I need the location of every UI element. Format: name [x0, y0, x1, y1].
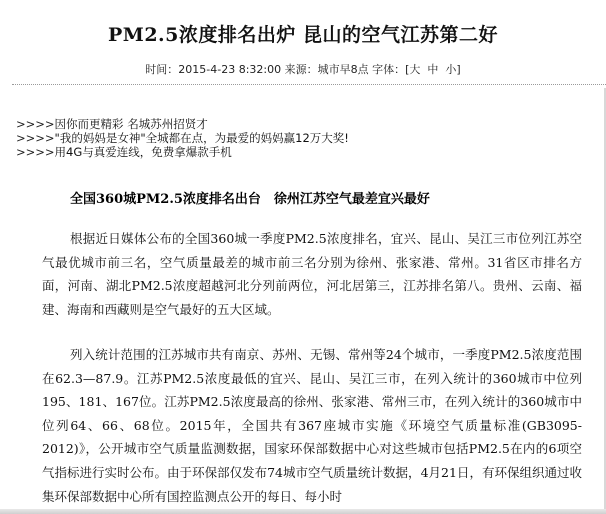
- font-size-label: 字体：: [372, 63, 406, 76]
- font-size-open-bracket: [: [405, 63, 410, 76]
- promo-prefix: >>>>: [16, 145, 55, 159]
- article-headline: 全国360城PM2.5浓度排名出台 徐州江苏空气最差宜兴最好: [70, 192, 430, 207]
- promo-link-recruitment[interactable]: 因你而更精彩 名城苏州招贤才: [54, 117, 208, 131]
- promo-links: [16, 117, 606, 159]
- font-size-close-bracket: ]: [456, 63, 461, 76]
- article-paragraph: 列入统计范围的江苏城市共有南京、苏州、无锡、常州等24个城市，一季度PM2.5浓度范围在62.3—87.9。江苏PM2.5浓度最低的宜兴、昆山、吴江三市，在列入统计的360城市中位列195、181、167位。江苏PM2.5浓度最高的徐州、张家港、常州三市，在列入统计的360城市中位列64、66、68位。2015年，全国共有367座城市实施《环境空气质量标准(GB3095-2012)》，公开城市空气质量监测数据，国家环保部数据中心对这些城市包括PM2.5在内的6项空气指标进行实时公布。由于环保部仅发布74城市空气质量统计数据，4月21日，有环保组织通过收集环保部数据中心所有国控监测点公开的每日、每小时: [42, 347, 582, 504]
- promo-item: [16, 117, 606, 131]
- font-medium-link[interactable]: 中: [427, 63, 439, 76]
- source-name: 城市早8点: [317, 63, 369, 76]
- promo-link-4g-phone[interactable]: 用4G与真爱连线，免费拿爆款手机: [54, 145, 232, 159]
- bottom-scroll-edge: [0, 509, 606, 514]
- time-label: 时间：: [145, 63, 179, 76]
- promo-link-mother-contest[interactable]: "我的妈妈是女神"全城都在点，为最爱的妈妈赢12万大奖!: [54, 131, 349, 145]
- source-label: 来源：: [284, 63, 318, 76]
- article-meta: [0, 61, 606, 77]
- article-paragraph: 根据近日媒体公布的全国360城一季度PM2.5浓度排名，宜兴、昆山、吴江三市位列江苏空气最优城市前三名，空气质量最差的城市前三名分别为徐州、张家港、常州。31省区市排名方面，河南、湖北PM2.5浓度超越河北分列前两位，河北居第三，江苏排名第八。贵州、云南、福建、海南和西藏则是空气最好的五大区域。: [42, 231, 582, 317]
- promo-prefix: >>>>: [16, 131, 55, 145]
- promo-item: [16, 145, 606, 159]
- publish-time: 2015-4-23 8:32:00: [178, 63, 282, 76]
- promo-item: [16, 131, 606, 145]
- promo-prefix: >>>>: [16, 117, 55, 131]
- font-small-link[interactable]: 小: [445, 63, 457, 76]
- header-divider: [12, 84, 606, 85]
- page-title: PM2.5浓度排名出炉 昆山的空气江苏第二好: [108, 24, 498, 46]
- font-large-link[interactable]: 大: [409, 63, 421, 76]
